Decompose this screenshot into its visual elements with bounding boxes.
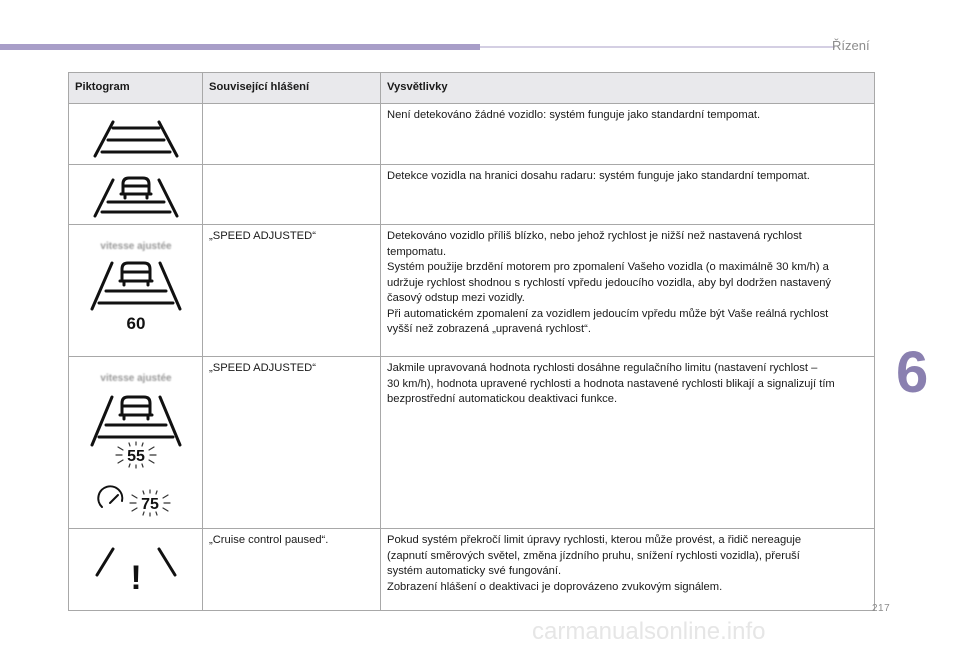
table-header-row [69, 73, 875, 104]
explanation-cell: Pokud systém překročí limit úpravy rychlosti, kterou může provést, a řidič nereaguje (zapnutí směrových světel, změna jízdního pruhu, snížení rychlosti vozidla), přeruší systém automaticky své fungování. Zobrazení hlášení o deaktivaci je doprovázeno zvukovým signálem. [381, 529, 875, 611]
speedometer-icon [98, 486, 122, 507]
table-row [69, 225, 875, 357]
column-header-message: Související hlášení [203, 73, 381, 104]
icon-speed-value: 55 [126, 448, 145, 465]
header-accent-bar [0, 44, 480, 50]
table-row [69, 529, 875, 611]
column-header-pictogram: Piktogram [69, 73, 203, 104]
lane-icon [91, 120, 181, 160]
icon-caption: vitesse ajustée [99, 373, 172, 384]
pictogram-cell [69, 104, 203, 165]
section-title: Řízení [832, 38, 870, 53]
message-cell [203, 165, 381, 225]
explanation-cell: Detekováno vozidlo příliš blízko, nebo jehož rychlost je nižší než nastavená rychlost tempomatu. Systém použije brzdění motorem pro zpomalení Vašeho vozidla (o maximálně 30 km/h) a udržuje rychlost shodnou s rychlostí vpředu jedoucího vozidla, aby byl dodržen nastavený časový odstup mezi vozidly. Při automatickém zpomalení za vozidlem jedoucím vpředu může být Vaše reálná rychlost vyšší než zobrazená „upravená rychlost“. [381, 225, 875, 357]
icon-caption: vitesse ajustée [99, 241, 172, 252]
explanation-cell: Jakmile upravovaná hodnota rychlosti dosáhne regulačního limitu (nastavení rychlost – 30 km/h), hodnota upravené rychlosti a hodnota nastavené rychlosti blikají a signalizují tím bezprostřední automatickou deaktivaci funkce. [381, 357, 875, 529]
header-thin-bar [480, 46, 835, 48]
message-cell: „SPEED ADJUSTED“ [203, 225, 381, 357]
pictogram-cell [69, 225, 203, 357]
pictogram-table [68, 72, 875, 611]
icon-speed-value: 60 [126, 314, 145, 333]
pictogram-cell [69, 357, 203, 529]
icon-speed-limit-value: 75 [140, 496, 159, 513]
vehicle-lane-icon [91, 174, 181, 220]
message-cell: „Cruise control paused“. [203, 529, 381, 611]
message-cell: „SPEED ADJUSTED“ [203, 357, 381, 529]
column-header-explanation: Vysvětlivky [381, 73, 875, 104]
page-number: 217 [872, 603, 891, 614]
exclamation-icon: ! [129, 559, 142, 595]
vehicle-lane-speed-icon [86, 237, 186, 341]
chapter-number: 6 [896, 340, 929, 405]
table-row [69, 104, 875, 165]
message-cell [203, 104, 381, 165]
warning-lane-icon [91, 545, 181, 595]
table-row [69, 165, 875, 225]
table-row [69, 357, 875, 529]
pictogram-cell [69, 165, 203, 225]
pictogram-cell [69, 529, 203, 611]
explanation-cell: Není detekováno žádné vozidlo: systém funguje jako standardní tempomat. [381, 104, 875, 165]
watermark: carmanualsonline.info [532, 618, 766, 645]
vehicle-lane-blinking-speed-icon [86, 371, 186, 521]
explanation-cell: Detekce vozidla na hranici dosahu radaru: systém funguje jako standardní tempomat. [381, 165, 875, 225]
